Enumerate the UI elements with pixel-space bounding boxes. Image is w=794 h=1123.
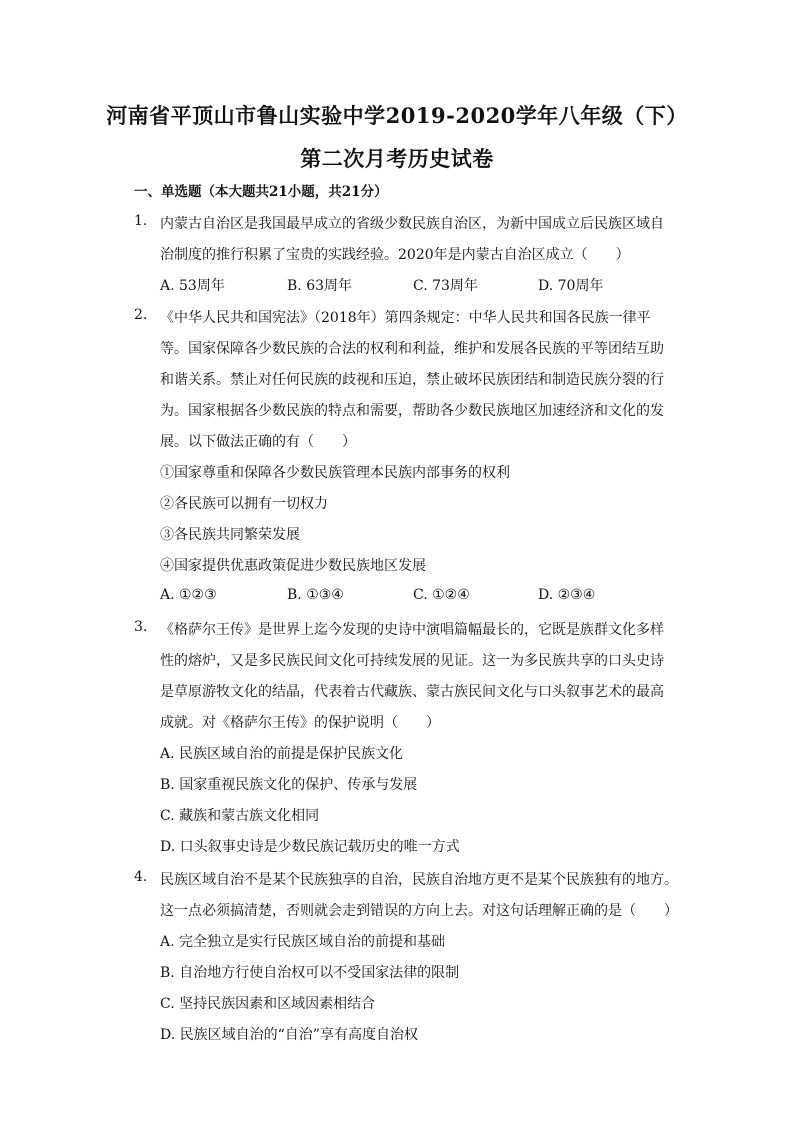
question-2-text-line: 展。以下做法正确的有（ ） [160, 434, 356, 450]
question-3-number: 3. [134, 619, 148, 635]
question-4-option-d: D. 民族区域自治的“自治”享有高度自治权 [160, 1027, 418, 1043]
section-heading: 一、单选题（本大题共21小题，共21分） [134, 184, 388, 200]
question-1-text-line: 治制度的推行积累了宝贵的实践经验。2020年是内蒙古自治区成立（ ） [160, 247, 630, 263]
question-4-text-line: 这一点必须搞清楚，否则就会走到错误的方向上去。对这句话理解正确的是（ ） [160, 903, 678, 919]
question-3-option-a: A. 民族区域自治的前提是保护民族文化 [160, 746, 404, 762]
question-1-option-a: A. 53周年 [160, 278, 225, 294]
question-4-option-a: A. 完全独立是实行民族区域自治的前提和基础 [160, 934, 446, 950]
question-2-number: 2. [134, 307, 148, 323]
question-1-option-d: D. 70周年 [538, 278, 604, 294]
question-2-option-d: D. ②③④ [538, 587, 596, 603]
question-2-option-c: C. ①②④ [413, 587, 470, 603]
question-4-option-c: C. 坚持民族因素和区域因素相结合 [160, 996, 376, 1012]
question-4-text-line: 民族区域自治不是某个民族独享的自治，民族自治地方更不是某个民族独有的地方。 [160, 872, 678, 888]
question-1-text-line: 内蒙古自治区是我国最早成立的省级少数民族自治区，为新中国成立后民族区域自 [160, 216, 664, 232]
question-1-option-b: B. 63周年 [287, 278, 353, 294]
exam-title-line1: 河南省平顶山市鲁山实验中学2019-2020学年八年级（下） [106, 103, 688, 128]
question-3-option-c: C. 藏族和蒙古族文化相同 [160, 808, 320, 824]
question-1-number: 1. [134, 213, 148, 229]
question-2-item: ④国家提供优惠政策促进少数民族地区发展 [160, 558, 426, 574]
question-2-text-line: 《中华人民共和国宪法》（2018年）第四条规定：中华人民共和国各民族一律平 [160, 310, 651, 326]
question-2-text-line: 为。国家根据各少数民族的特点和需要，帮助各少数民族地区加速经济和文化的发 [160, 403, 664, 419]
question-3-option-d: D. 口头叙事史诗是少数民族记载历史的唯一方式 [160, 839, 460, 855]
question-4-option-b: B. 自治地方行使自治权可以不受国家法律的限制 [160, 965, 460, 981]
question-2-item: ①国家尊重和保障各少数民族管理本民族内部事务的权利 [160, 465, 510, 481]
question-4-number: 4. [134, 869, 148, 885]
question-2-item: ②各民族可以拥有一切权力 [160, 496, 328, 512]
question-2-option-a: A. ①②③ [160, 587, 217, 603]
exam-title-line2: 第二次月考历史试卷 [300, 146, 494, 171]
question-2-text-line: 等。国家保障各少数民族的合法的权利和利益，维护和发展各民族的平等团结互助 [160, 341, 664, 357]
question-3-option-b: B. 国家重视民族文化的保护、传承与发展 [160, 777, 418, 793]
question-3-text-line: 是草原游牧文化的结晶，代表着古代藏族、蒙古族民间文化与口头叙事艺术的最高 [160, 684, 664, 700]
question-3-text-line: 性的熔炉，又是多民族民间文化可持续发展的见证。这一为多民族共享的口头史诗 [160, 653, 664, 669]
question-2-text-line: 和谐关系。禁止对任何民族的歧视和压迫，禁止破坏民族团结和制造民族分裂的行 [160, 372, 664, 388]
question-1-option-c: C. 73周年 [413, 278, 478, 294]
question-3-text-line: 成就。对《格萨尔王传》的保护说明（ ） [160, 715, 440, 731]
question-3-text-line: 《格萨尔王传》是世界上迄今发现的史诗中演唱篇幅最长的，它既是族群文化多样 [160, 622, 664, 638]
question-2-option-b: B. ①③④ [287, 587, 344, 603]
question-2-item: ③各民族共同繁荣发展 [160, 527, 300, 543]
